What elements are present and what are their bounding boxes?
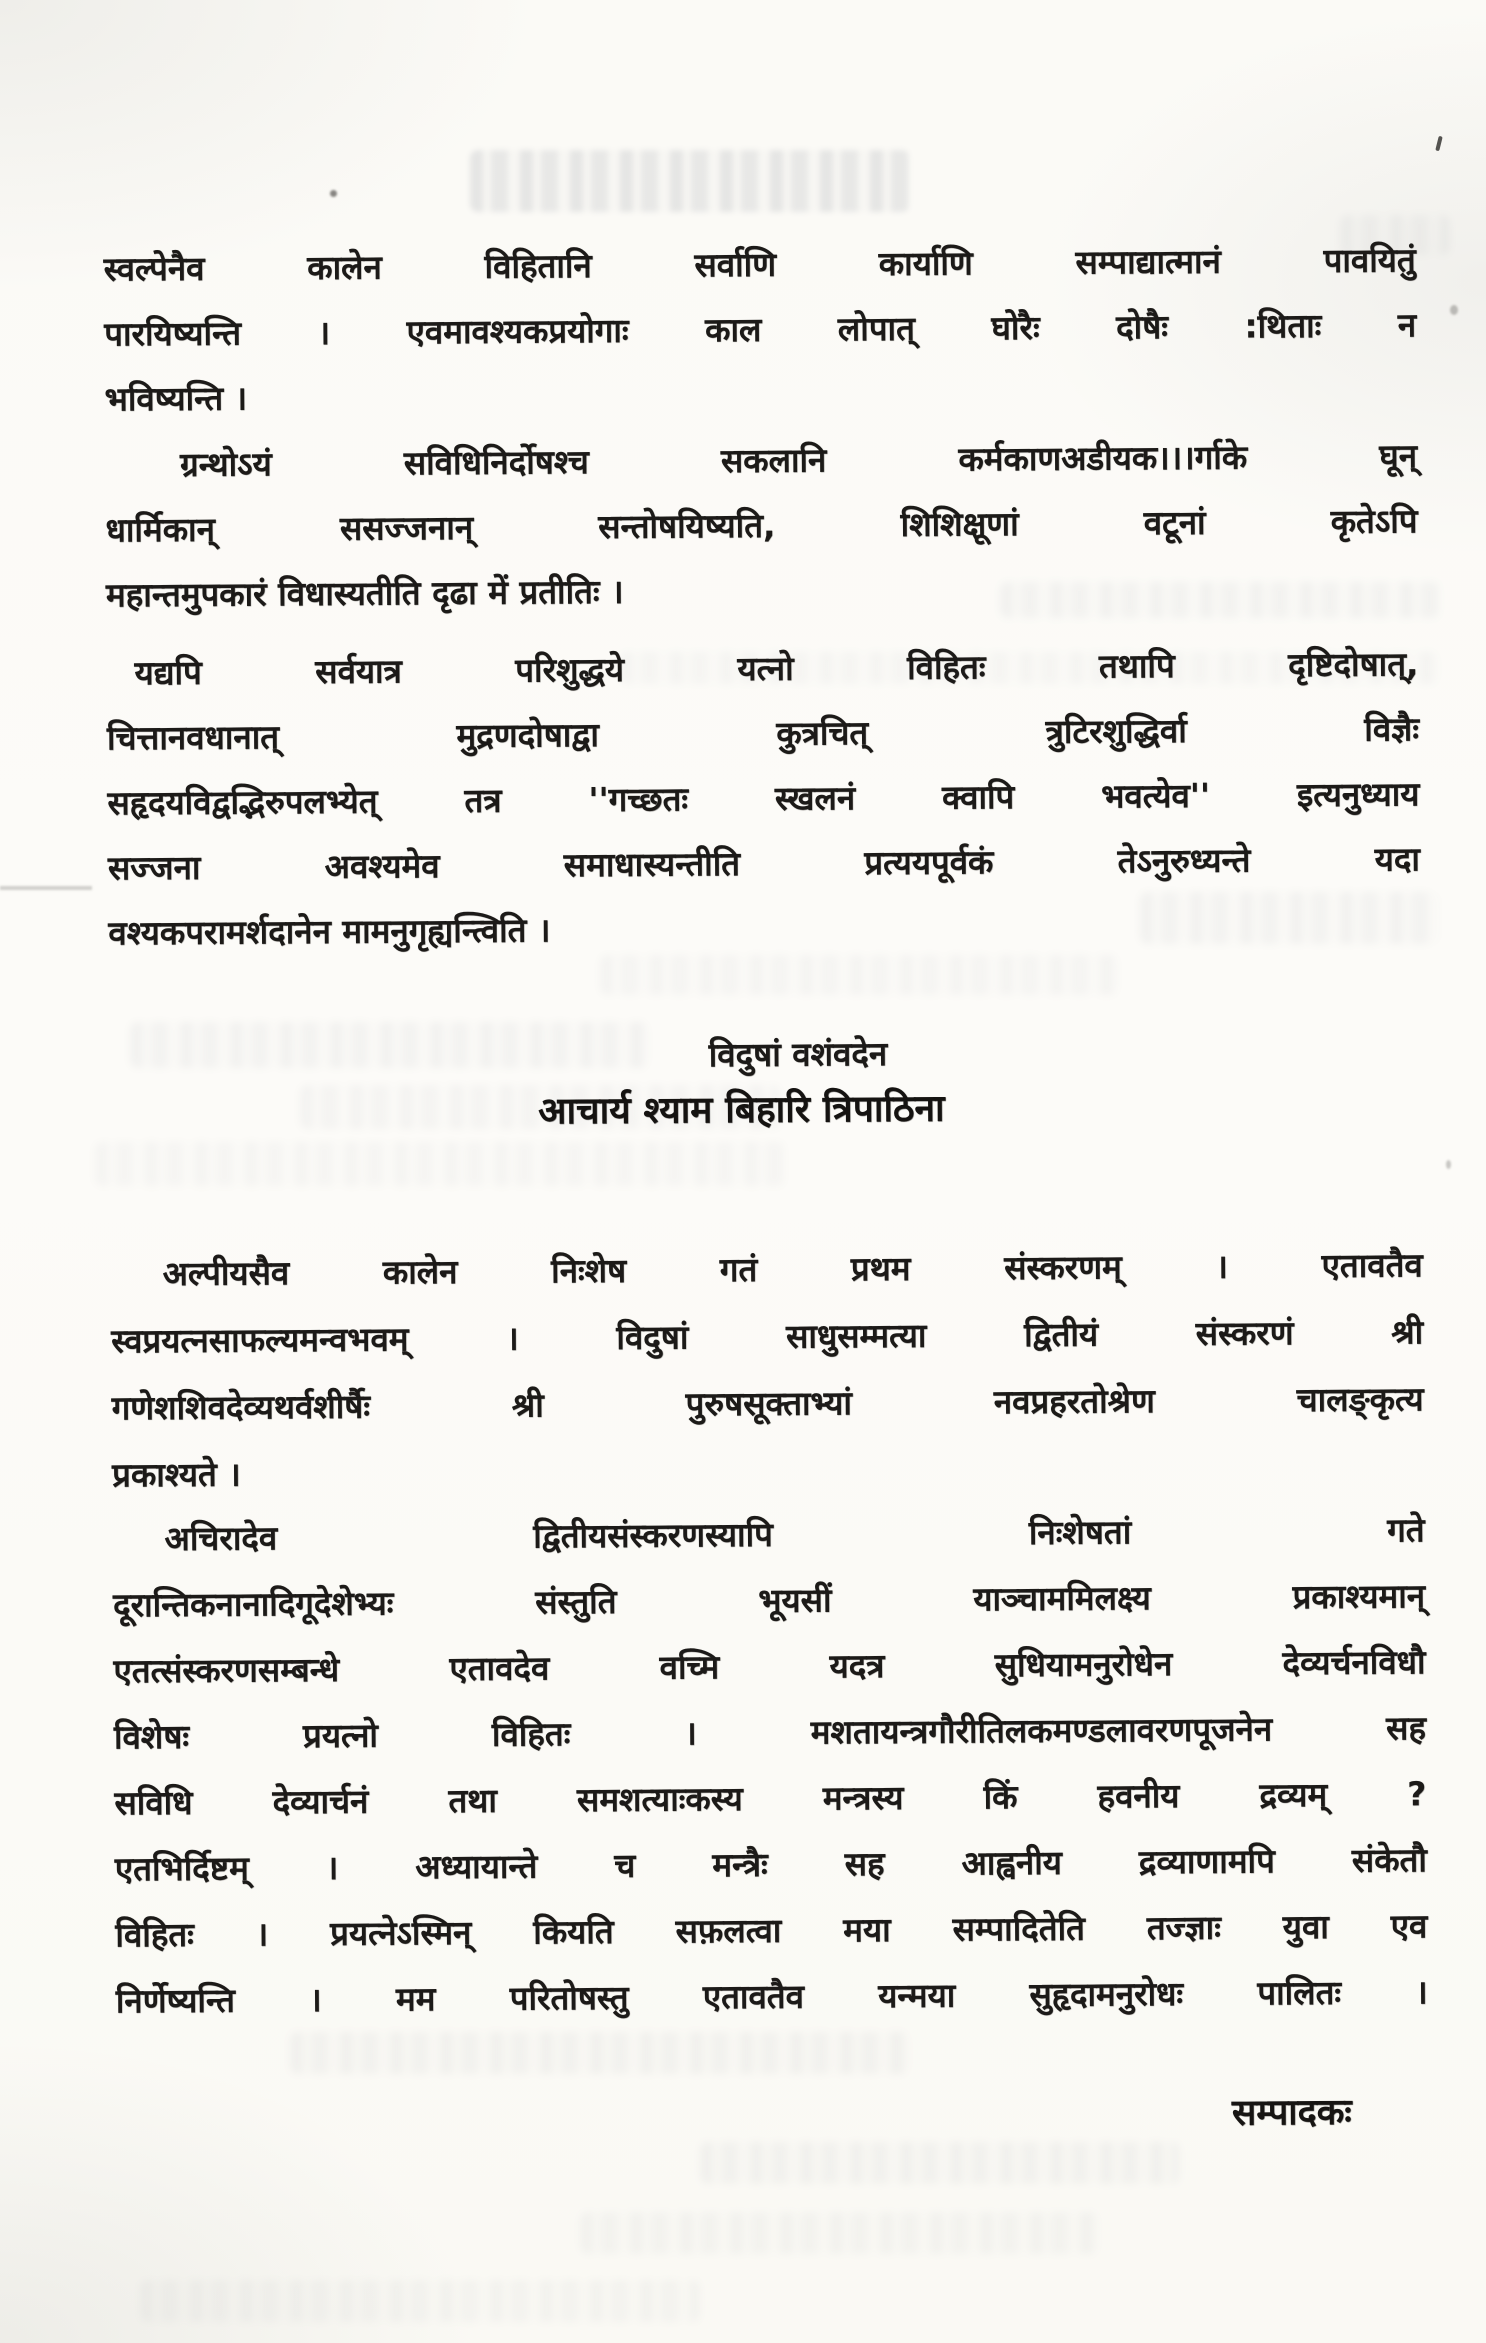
author-name: आचार्य श्याम बिहारि त्रिपाठिना	[538, 1086, 945, 1133]
text-line: एतभिर्दिष्टम् । अध्यायान्ते च मन्त्रैः सह आह्वनीय द्रव्याणामपि संकेतौ	[114, 1840, 1427, 1889]
text-line: स्वल्पेनैव कालेन विहितानि सर्वाणि कार्याणि सम्पाद्यात्मानं पावयितुं	[103, 240, 1416, 289]
text-line: भविष्यन्ति ।	[104, 378, 248, 419]
text-line: धार्मिकान् ससज्जनान् सन्तोषयिष्यति, शिशिक्षूणां वटूनां कृतेऽपि	[105, 501, 1418, 550]
text-line: महान्तमुपकारं विधास्यतीति दृढा में प्रतीतिः ।	[105, 571, 624, 615]
paragraph-3	[106, 631, 1420, 965]
text-line: एतत्संस्करणसम्बन्धे एतावदेव वच्मि यदत्र सुधियामनुरोधेन देव्यर्चनविधौ	[113, 1642, 1426, 1691]
text-line: गणेशशिवदेव्यथर्वशीर्षैः श्री पुरुषसूक्ताभ्यां नवप्रहरतोश्रेण चालङ्कृत्य	[111, 1379, 1424, 1428]
paragraph-1	[103, 227, 1416, 431]
text-line: यद्यपि सर्वयात्र परिशुद्धये यत्नो विहितः तथापि दृष्टिदोषात्,	[134, 644, 1419, 693]
text-line: दूरान्तिकनानादिगूदेशेभ्यः संस्तुति भूयसीं याञ्चाममिलक्ष्य प्रकाश्यमान्	[112, 1576, 1426, 1625]
text-line: वश्यकपरामर्शदानेन मामनुगृह्यन्त्विति ।	[108, 910, 551, 953]
text-line: सज्जना अवश्यमेव समाधास्यन्तीति प्रत्ययपूर्वकं तेऽनुरुध्यन्ते यदा	[107, 839, 1420, 888]
editor-signoff: सम्पादकः	[1231, 2091, 1352, 2134]
text-line: निर्णेष्यन्ति । मम परितोषस्तु एतावतैव यन्मया सुहृदामनुरोधः पालितः ।	[115, 1972, 1428, 2021]
text-line: अचिरादेव द्वितीयसंस्करणस्यापि निःशेषतां गते	[164, 1510, 1425, 1559]
text-line: सहृदयविद्वद्भिरुपलभ्येत् तत्र ''गच्छतः स्खलनं क्वापि भवत्येव'' इत्यनुध्याय	[107, 774, 1420, 823]
attribution-block	[538, 1029, 945, 1142]
paragraph-2	[105, 423, 1418, 627]
dedication-line: विदुषां वशंवदेन	[708, 1033, 888, 1075]
text-line: विशेषः प्रयत्नो विहितः । मशतायन्त्रगौरीतिलकमण्डलावरणपूजनेन सह	[113, 1708, 1427, 1757]
text-line: विहितः । प्रयत्नेऽस्मिन् कियति सफ़लत्वा मया सम्पादितेति तज्ज्ञाः युवा एव	[115, 1906, 1428, 1955]
text-line: प्रकाश्यते ।	[111, 1454, 241, 1495]
text-line: चित्तानवधानात् मुद्रणदोषाद्वा कुत्रचित् त्रुटिरशुद्धिर्वा विज्ञैः	[106, 709, 1420, 758]
text-line: सविधि देव्यार्चनं तथा समशत्याःकस्य मन्त्रस्य किं हवनीय द्रव्यम् ?	[114, 1774, 1427, 1823]
text-line: अल्पीयसैव कालेन निःशेष गतं प्रथम संस्करणम् । एतावतैव	[162, 1245, 1423, 1294]
paragraph-4	[110, 1231, 1424, 1508]
text-line: ग्रन्थोऽयं सविधिनिर्दोषश्च सकलानि कर्मकाणअडीयक।।।र्गाके घून्	[179, 436, 1418, 484]
text-line: स्वप्रयत्नसाफल्यमन्वभवम् । विदुषां साधुसम्मत्या द्वितीयं संस्करणं श्री	[111, 1312, 1424, 1361]
text-line: पारयिष्यन्ति । एवमावश्यकप्रयोगाः काल लोपात् घोरैः दोषैः :थिताः न	[104, 305, 1417, 354]
paragraph-5	[112, 1497, 1428, 2034]
